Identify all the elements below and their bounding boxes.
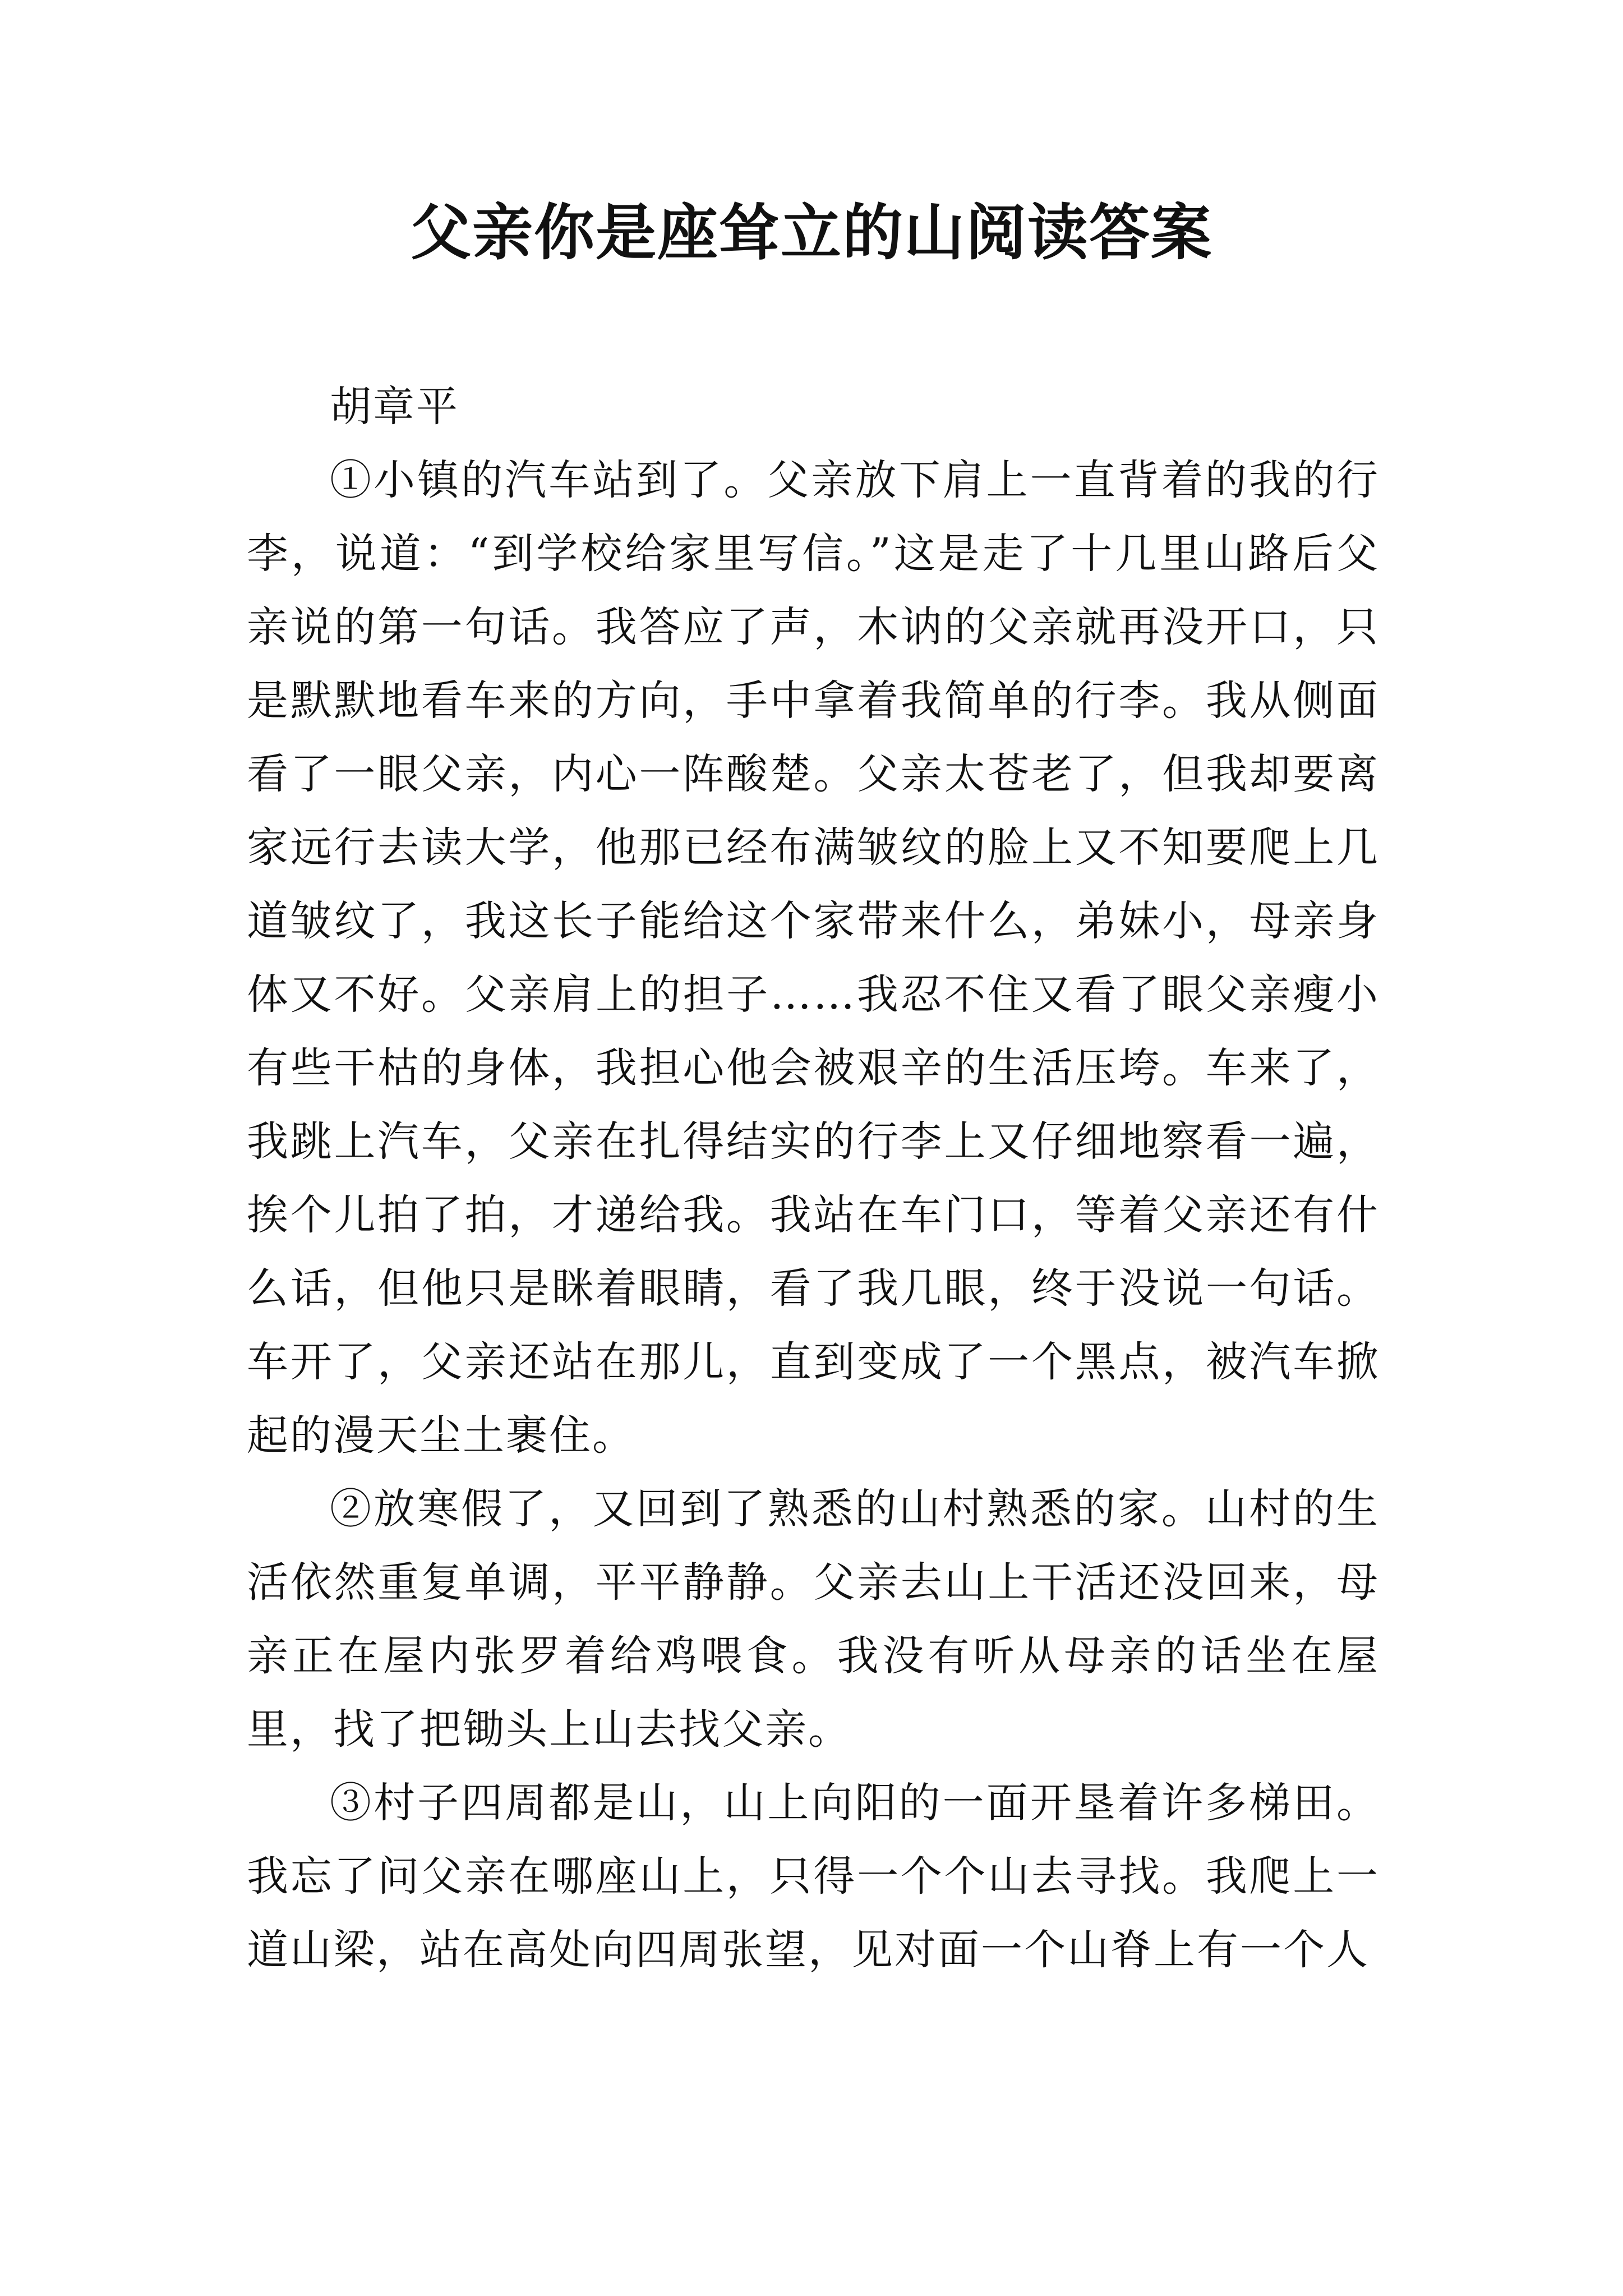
paragraph-3: ③村子四周都是山，山上向阳的一面开垦着许多梯田。我忘了问父亲在哪座山上，只得一个个山去寻找。我爬上一道山梁，站在高处向四周张望，见对面一个山脊上有一个人 [247,1779,1380,1974]
article-body [247,370,1380,1987]
paragraph-2: ②放寒假了，又回到了熟悉的山村熟悉的家。山村的生活依然重复单调，平平静静。父亲去山上干活还没回来，母亲正在屋内张罗着给鸡喂食。我没有听从母亲的话坐在屋里，找了把锄头上山去找父亲。 [247,1485,1380,1754]
page-title: 父亲你是座耸立的山阅读答案 [410,197,1212,268]
paragraph-1: ①小镇的汽车站到了。父亲放下肩上一直背着的我的行李，说道：“到学校给家里写信。”这是走了十几里山路后父亲说的第一句话。我答应了声，木讷的父亲就再没开口，只是默默地看车来的方向，手中拿着我简单的行李。我从侧面看了一眼父亲，内心一阵酸楚。父亲太苍老了，但我却要离家远行去读大学，他那已经布满皱纹的脸上又不知要爬上几道皱纹了，我这长子能给这个家带来什么，弟妹小，母亲身体又不好。父亲肩上的担子……我忍不住又看了眼父亲瘦小有些干枯的身体，我担心他会被艰辛的生活压垮。车来了，我跳上汽车，父亲在扎得结实的行李上又仔细地察看一遍，挨个儿拍了拍，才递给我。我站在车门口，等着父亲还有什么话，但他只是眯着眼睛，看了我几眼，终于没说一句话。车开了，父亲还站在那儿，直到变成了一个黑点，被汽车掀起的漫天尘土裹住。 [247,456,1380,1460]
author-name: 胡章平 [330,383,459,431]
